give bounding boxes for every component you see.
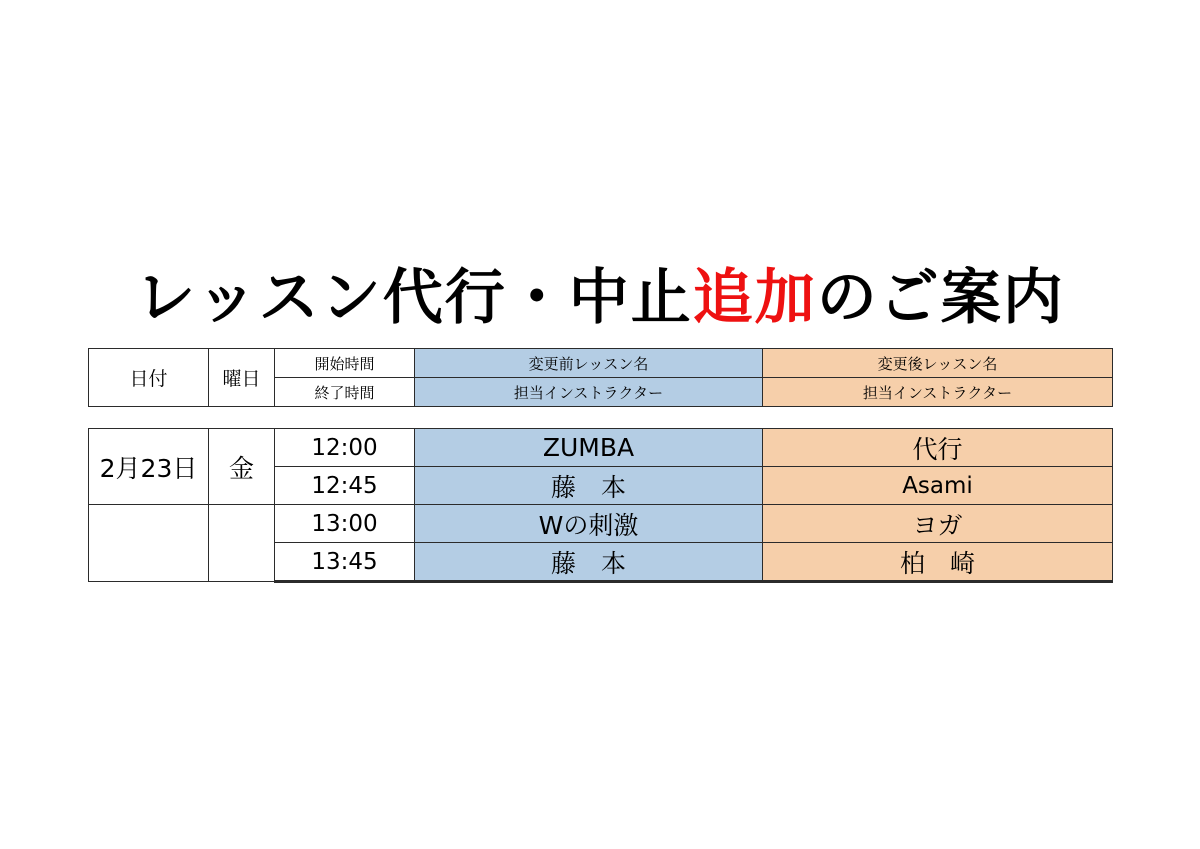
table-row [89,505,1113,543]
header-before-instructor: 担当インストラクター [415,378,763,407]
schedule-table [88,428,1113,583]
table-row [89,349,1113,378]
row-date: 2月23日 [89,429,209,505]
header-day: 曜日 [209,349,275,407]
header-start-time: 開始時間 [275,349,415,378]
row-after-instructor: Asami [763,467,1113,505]
row-end-time: 12:45 [275,467,415,505]
row-after-lesson: ヨガ [763,505,1113,543]
row-end-time: 13:45 [275,543,415,582]
row-day [209,505,275,582]
header-before-lesson: 変更前レッスン名 [415,349,763,378]
row-before-lesson: Wの刺激 [415,505,763,543]
row-start-time: 13:00 [275,505,415,543]
header-end-time: 終了時間 [275,378,415,407]
table-body-block [88,428,1112,583]
row-start-time: 12:00 [275,429,415,467]
row-date [89,505,209,582]
row-before-lesson: ZUMBA [415,429,763,467]
row-before-instructor: 藤 本 [415,543,763,582]
page-title [0,263,1200,333]
header-after-lesson: 変更後レッスン名 [763,349,1113,378]
page-title-part3: のご案内 [816,263,1065,333]
page-title-highlight: 追加 [692,263,817,333]
row-after-lesson: 代行 [763,429,1113,467]
row-after-instructor: 柏 崎 [763,543,1113,582]
page-title-part1: レッスン代行・中止 [135,263,693,333]
row-day: 金 [209,429,275,505]
header-after-instructor: 担当インストラクター [763,378,1113,407]
header-table [88,348,1113,407]
row-before-instructor: 藤 本 [415,467,763,505]
table-row [89,429,1113,467]
table-header-block [88,348,1112,407]
header-date: 日付 [89,349,209,407]
